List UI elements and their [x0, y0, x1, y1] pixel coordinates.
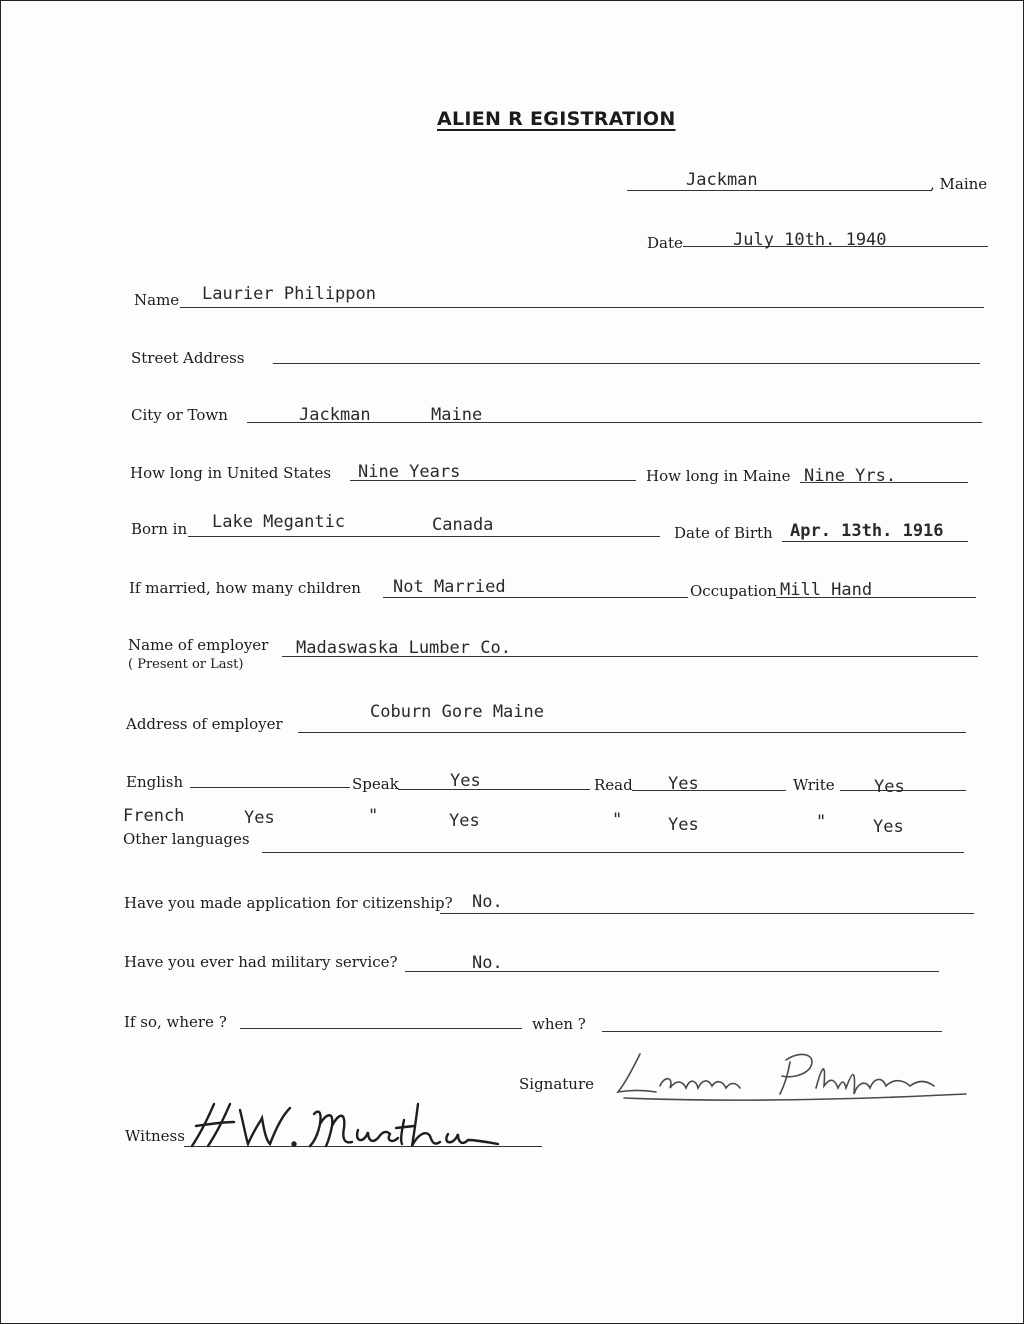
state-value: Maine: [431, 405, 483, 425]
english-read-value: Yes: [668, 774, 699, 794]
date-value: July 10th. 1940: [733, 230, 887, 250]
ditto-mark-1: ": [368, 806, 379, 826]
city-value: Jackman: [299, 405, 371, 425]
french-yes-value: Yes: [244, 808, 275, 828]
english-label: English: [126, 773, 184, 791]
occupation-value: Mill Hand: [780, 580, 873, 600]
dob-line: [782, 541, 968, 542]
employer-address-value: Coburn Gore Maine: [370, 702, 544, 722]
city-label: City or Town: [131, 406, 228, 424]
born-in-line: [188, 536, 660, 537]
state-suffix-label: , Maine: [930, 175, 988, 193]
signature-label: Signature: [519, 1075, 595, 1093]
ditto-mark-2: ": [612, 810, 623, 830]
form-title: ALIEN R EGISTRATION: [437, 108, 676, 130]
when-label: when ?: [532, 1015, 586, 1033]
employer-name-label: Name of employer: [128, 636, 269, 654]
city-line: [247, 422, 982, 423]
how-long-us-value: Nine Years: [358, 462, 461, 482]
if-so-where-line: [240, 1028, 522, 1029]
how-long-maine-line: [800, 482, 968, 483]
employer-address-line: [298, 732, 966, 733]
english-speak-value: Yes: [450, 771, 481, 791]
present-or-last-label: ( Present or Last): [128, 657, 244, 672]
witness-label: Witness: [125, 1127, 185, 1145]
other-languages-label: Other languages: [123, 830, 250, 848]
witness-signature-image: [186, 1100, 516, 1152]
occupation-line: [776, 597, 976, 598]
street-address-label: Street Address: [131, 349, 245, 367]
read-line: [632, 790, 786, 791]
occupation-label: Occupation: [690, 582, 777, 600]
town-header-line: [627, 190, 932, 191]
born-place-value: Lake Megantic: [212, 512, 346, 532]
english-write-value: Yes: [874, 777, 905, 797]
military-value: No.: [472, 953, 503, 973]
french-speak-value: Yes: [449, 811, 480, 831]
speak-line: [398, 789, 590, 790]
citizenship-value: No.: [472, 892, 503, 912]
how-long-us-label: How long in United States: [130, 464, 332, 482]
street-address-line: [273, 363, 980, 364]
born-country-value: Canada: [432, 515, 494, 535]
name-value: Laurier Philippon: [202, 284, 376, 304]
how-long-us-line: [350, 480, 636, 481]
military-label: Have you ever had military service?: [124, 953, 398, 971]
name-line: [180, 307, 984, 308]
town-header-value: Jackman: [686, 170, 758, 190]
date-label: Date: [647, 234, 683, 252]
write-label: Write: [793, 776, 835, 794]
employer-address-label: Address of employer: [126, 715, 283, 733]
french-label: French: [123, 806, 185, 826]
dob-value: Apr. 13th. 1916: [790, 521, 944, 541]
military-line: [405, 971, 939, 972]
if-so-where-label: If so, where ?: [124, 1013, 227, 1031]
dob-label: Date of Birth: [674, 524, 773, 542]
married-children-value: Not Married: [393, 577, 506, 597]
english-line: [190, 787, 350, 788]
other-languages-line: [262, 852, 964, 853]
name-label: Name: [134, 291, 180, 309]
when-line: [602, 1031, 942, 1032]
citizenship-line: [440, 913, 974, 914]
how-long-maine-label: How long in Maine: [646, 467, 791, 485]
speak-label: Speak: [352, 775, 399, 793]
employer-name-line: [282, 656, 978, 657]
signature-image: [604, 1046, 974, 1106]
french-write-value: Yes: [873, 817, 904, 837]
citizenship-label: Have you made application for citizenship?: [124, 894, 453, 912]
french-read-value: Yes: [668, 815, 699, 835]
married-children-line: [383, 597, 688, 598]
married-children-label: If married, how many children: [129, 579, 361, 597]
how-long-maine-value: Nine Yrs.: [804, 466, 897, 486]
read-label: Read: [594, 776, 633, 794]
write-line: [840, 790, 966, 791]
ditto-mark-3: ": [816, 812, 827, 832]
born-in-label: Born in: [131, 520, 188, 538]
date-line: [683, 246, 988, 247]
employer-name-value: Madaswaska Lumber Co.: [296, 638, 511, 658]
